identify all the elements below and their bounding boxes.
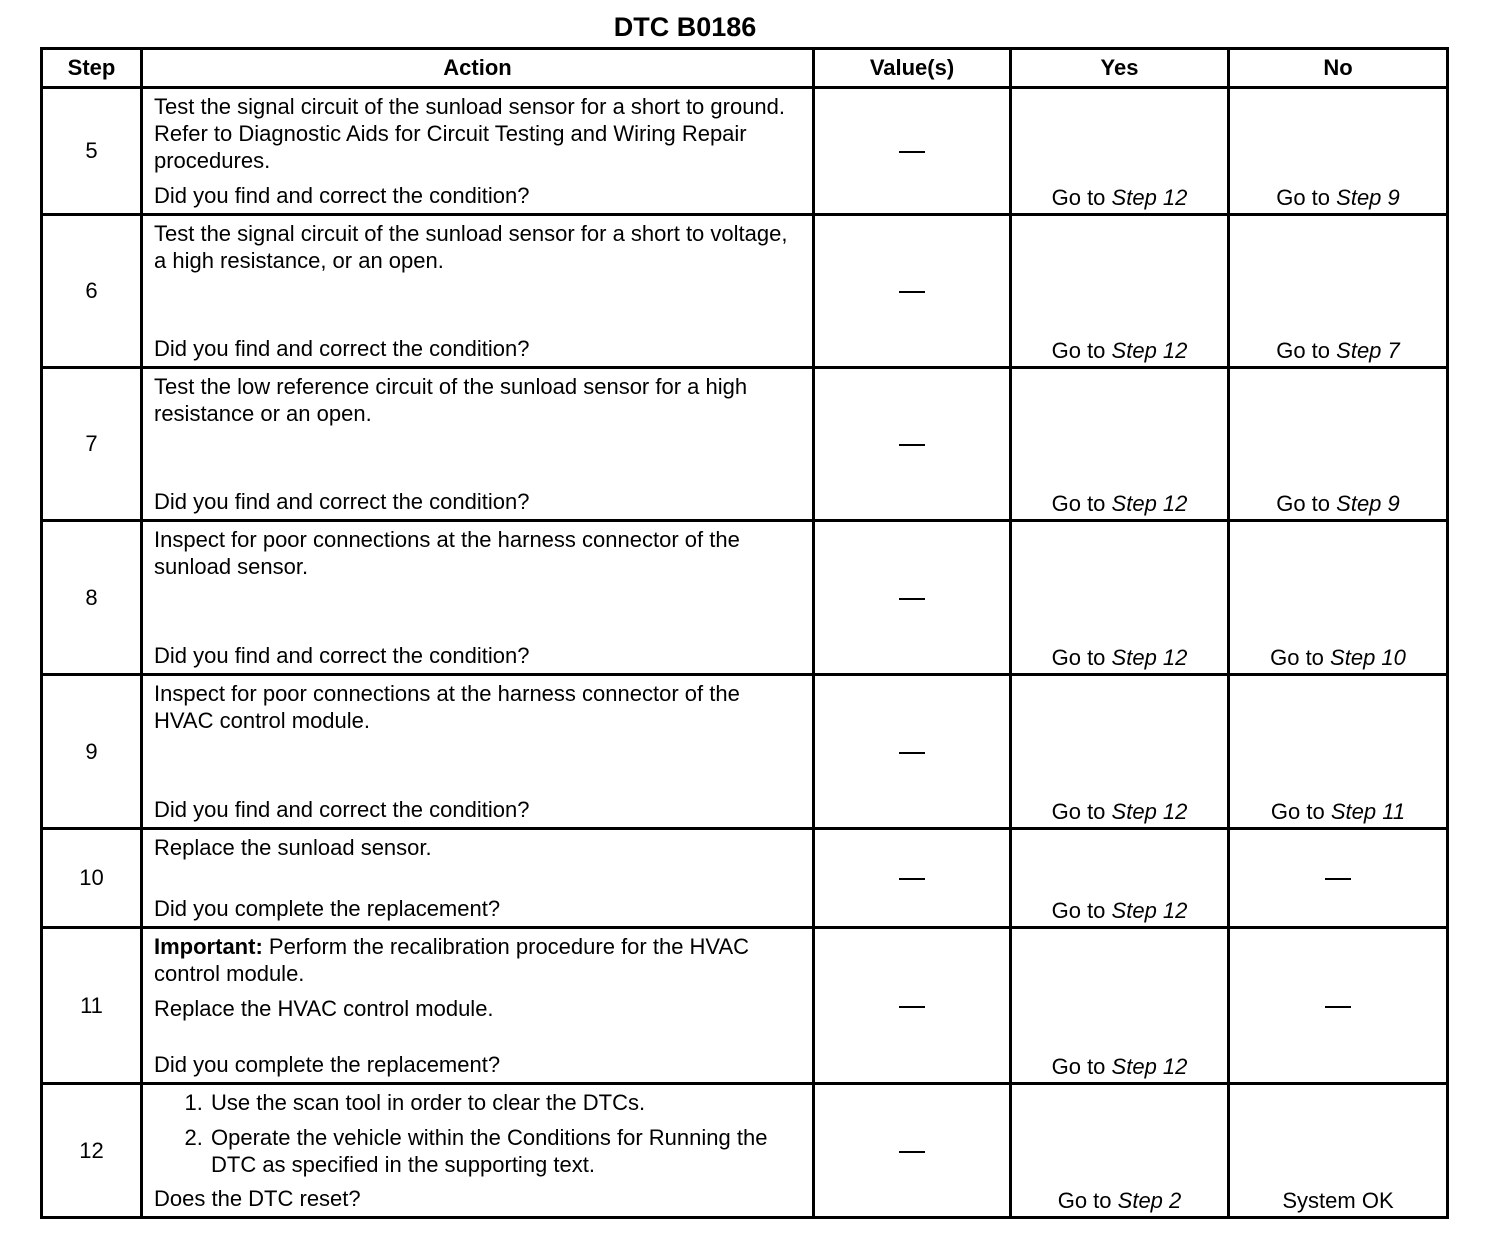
yes-cell: Go to Step 12	[1011, 215, 1229, 368]
value-cell	[814, 928, 1011, 1084]
action-question: Did you find and correct the condition?	[154, 489, 530, 514]
important-note: Important: Perform the recalibration procedure for the HVAC control module.	[154, 934, 750, 986]
page-title: DTC B0186	[613, 12, 757, 42]
table-row	[42, 215, 1448, 368]
value-dash	[899, 598, 925, 600]
no-dash	[1325, 1006, 1351, 1008]
action-question: Did you find and correct the condition?	[154, 643, 530, 668]
no-cell	[1229, 829, 1448, 928]
yes-target: Step 12	[1111, 491, 1188, 516]
no-cell: Go to Step 9	[1229, 88, 1448, 215]
value-cell	[814, 675, 1011, 829]
dtc-table	[40, 47, 1449, 1219]
no-target: Step 10	[1330, 645, 1406, 670]
table-row	[42, 88, 1448, 215]
yes-cell: Go to Step 12	[1011, 88, 1229, 215]
value-dash	[899, 151, 925, 153]
step-number: 9	[42, 675, 142, 829]
yes-target: Step 12	[1111, 645, 1188, 670]
action-cell	[142, 829, 814, 928]
table-row	[42, 368, 1448, 521]
yes-target: Step 12	[1111, 185, 1188, 210]
step-number: 12	[42, 1084, 142, 1218]
action-cell	[142, 928, 814, 1084]
table-row	[42, 675, 1448, 829]
action-text: Test the low reference circuit of the sunload sensor for a high resistance or an open.	[154, 374, 748, 426]
no-cell: Go to Step 9	[1229, 368, 1448, 521]
value-dash	[899, 878, 925, 880]
value-cell	[814, 829, 1011, 928]
header-action: Action	[142, 49, 814, 88]
value-cell	[814, 88, 1011, 215]
yes-cell: Go to Step 12	[1011, 675, 1229, 829]
important-label: Important:	[154, 934, 263, 959]
action-question: Did you find and correct the condition?	[154, 797, 530, 822]
no-cell: Go to Step 10	[1229, 521, 1448, 675]
action-cell	[142, 1084, 814, 1218]
action-text: Inspect for poor connections at the harness connector of the HVAC control module.	[154, 681, 740, 733]
no-target: Step 9	[1336, 185, 1400, 210]
action-question: Does the DTC reset?	[154, 1186, 361, 1211]
no-cell	[1229, 928, 1448, 1084]
yes-cell: Go to Step 12	[1011, 829, 1229, 928]
step-number: 11	[42, 928, 142, 1084]
yes-target: Step 12	[1111, 1054, 1188, 1079]
header-yes: Yes	[1011, 49, 1229, 88]
action-cell	[142, 88, 814, 215]
value-dash	[899, 291, 925, 293]
no-cell: Go to Step 11	[1229, 675, 1448, 829]
action-question: Did you complete the replacement?	[154, 1052, 501, 1077]
value-dash	[899, 444, 925, 446]
yes-cell: Go to Step 12	[1011, 928, 1229, 1084]
no-target: Step 7	[1336, 338, 1400, 363]
yes-target: Step 12	[1111, 338, 1188, 363]
table-row	[42, 1084, 1448, 1218]
no-dash	[1325, 878, 1351, 880]
action-cell	[142, 368, 814, 521]
value-dash	[899, 1151, 925, 1153]
table-row	[42, 521, 1448, 675]
action-cell	[142, 675, 814, 829]
action-question: Did you find and correct the condition?	[154, 183, 530, 208]
step-number: 5	[42, 88, 142, 215]
yes-target: Step 12	[1111, 799, 1188, 824]
no-cell: Go to Step 7	[1229, 215, 1448, 368]
yes-cell: Go to Step 12	[1011, 521, 1229, 675]
no-target: Step 11	[1330, 799, 1406, 824]
table-header-row	[42, 49, 1448, 88]
action-question: Did you find and correct the condition?	[154, 336, 530, 361]
action-list	[154, 1089, 804, 1178]
header-no: No	[1229, 49, 1448, 88]
action-question: Did you complete the replacement?	[154, 896, 501, 921]
value-cell	[814, 521, 1011, 675]
value-cell	[814, 1084, 1011, 1218]
header-values: Value(s)	[814, 49, 1011, 88]
table-row	[42, 829, 1448, 928]
no-target: Step 9	[1336, 491, 1400, 516]
action-text: Test the signal circuit of the sunload sensor for a short to ground. Refer to Diagnostic Aids for Circuit Testing and Wiring Repair procedures.	[154, 94, 786, 173]
step-number: 7	[42, 368, 142, 521]
action-text: Replace the sunload sensor.	[154, 835, 432, 860]
no-cell: System OK	[1229, 1084, 1448, 1218]
yes-cell: Go to Step 12	[1011, 368, 1229, 521]
header-step: Step	[42, 49, 142, 88]
yes-target: Step 2	[1117, 1188, 1182, 1213]
value-cell	[814, 368, 1011, 521]
value-dash	[899, 752, 925, 754]
list-item: 1. Use the scan tool in order to clear the DTCs.	[209, 1089, 804, 1116]
value-dash	[899, 1006, 925, 1008]
yes-target: Step 12	[1111, 898, 1188, 923]
action-cell	[142, 215, 814, 368]
action-text: Inspect for poor connections at the harness connector of the sunload sensor.	[154, 527, 740, 579]
step-number: 6	[42, 215, 142, 368]
action-text: Replace the HVAC control module.	[154, 996, 494, 1021]
action-cell	[142, 521, 814, 675]
yes-cell: Go to Step 2	[1011, 1084, 1229, 1218]
list-item: 2. Operate the vehicle within the Conditions for Running the DTC as specified in the supporting text.	[209, 1124, 804, 1178]
step-number: 10	[42, 829, 142, 928]
table-row	[42, 928, 1448, 1084]
step-number: 8	[42, 521, 142, 675]
value-cell	[814, 215, 1011, 368]
action-text: Test the signal circuit of the sunload sensor for a short to voltage, a high resistance, or an open.	[154, 221, 788, 273]
